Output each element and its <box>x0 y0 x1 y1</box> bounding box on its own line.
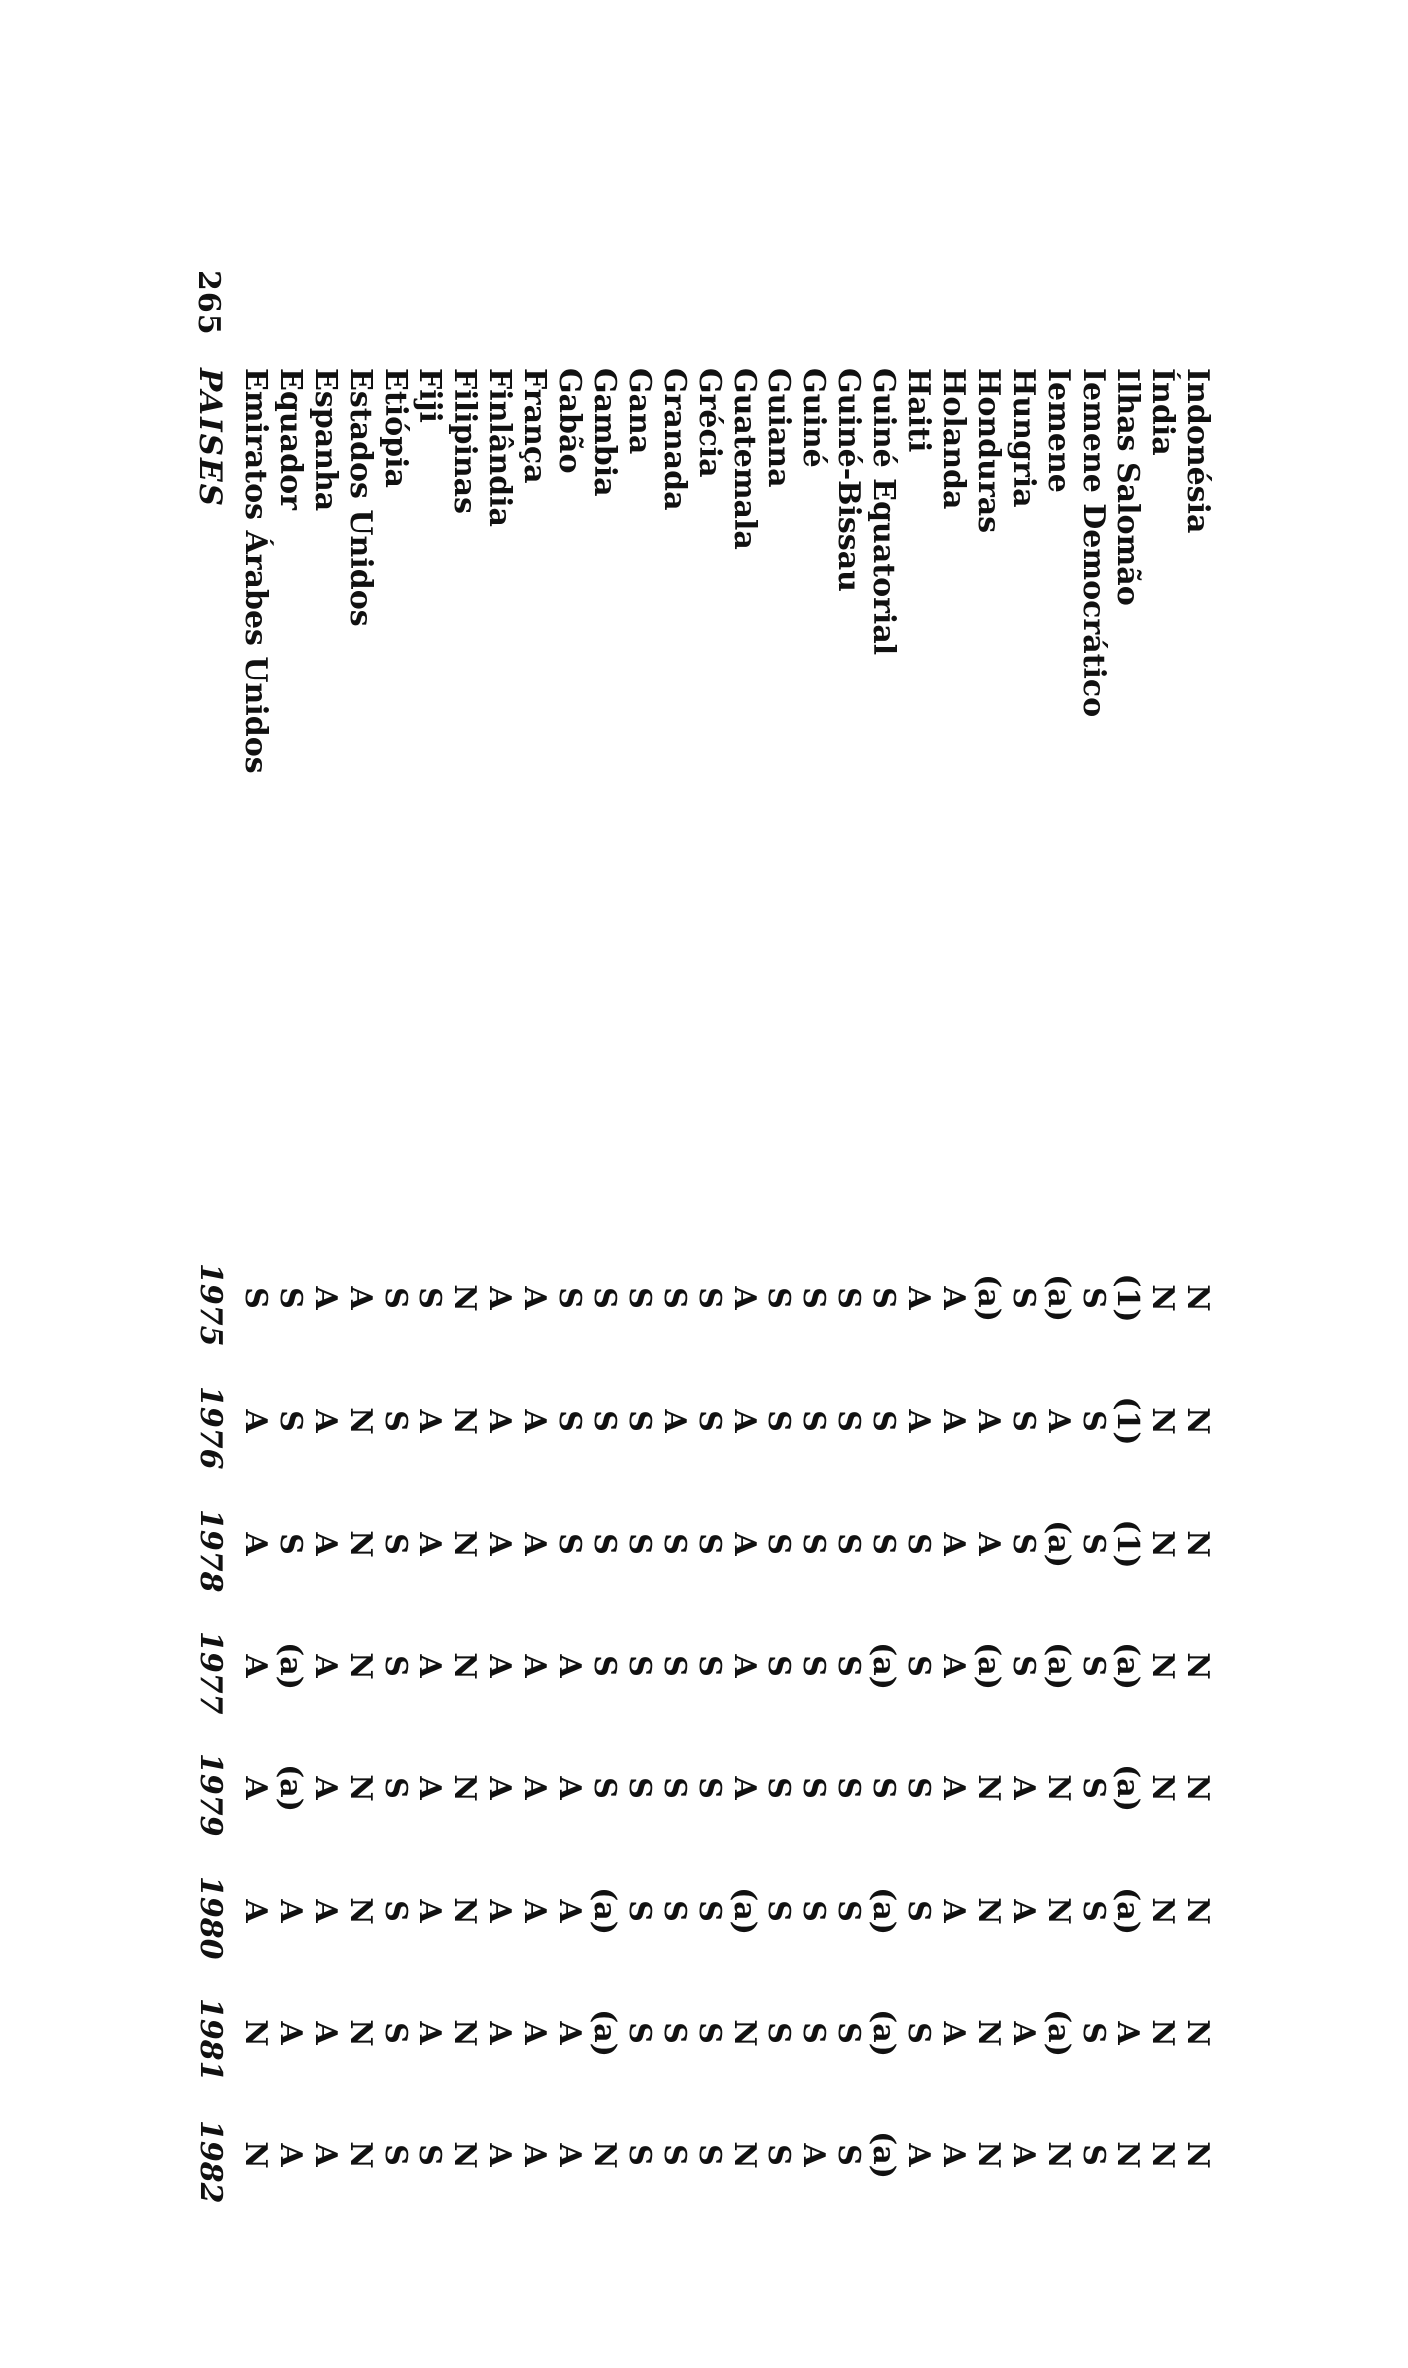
country-name: Haiti <box>901 368 937 453</box>
vote-cell: S <box>866 1410 902 1432</box>
country-name: Ilhas Salomão <box>1110 368 1146 606</box>
vote-cell: S <box>691 1777 727 1799</box>
vote-cell: A <box>272 1899 308 1923</box>
vote-cell: N <box>1180 1530 1216 1558</box>
country-name: Guiné Equatorial <box>866 368 902 656</box>
vote-cell: S <box>831 2144 867 2166</box>
table-row <box>1145 358 1179 2198</box>
vote-cell: (a) <box>1110 1764 1146 1812</box>
vote-cell: A <box>1005 1899 1041 1923</box>
vote-cell: A <box>482 1654 518 1678</box>
vote-cell: A <box>238 1532 273 1556</box>
vote-cell: A <box>307 1899 343 1923</box>
vote-cell: N <box>726 2141 762 2169</box>
vote-cell: S <box>1005 1533 1041 1555</box>
vote-cell: S <box>377 1777 413 1799</box>
vote-cell: A <box>1110 2021 1146 2045</box>
vote-cell: S <box>587 1410 622 1432</box>
vote-cell: A <box>517 1532 553 1556</box>
vote-cell: (a) <box>1040 1274 1076 1322</box>
vote-cell: S <box>796 1287 832 1309</box>
country-name: Emiratos Árabes Unidos <box>238 368 273 774</box>
table-row <box>1041 358 1075 2198</box>
vote-cell: A <box>517 2021 553 2045</box>
vote-cell: A <box>552 1899 588 1923</box>
vote-cell: A <box>936 2021 971 2045</box>
country-name: França <box>517 368 553 484</box>
vote-cell: (1) <box>1110 1273 1146 1323</box>
vote-cell: S <box>552 1410 588 1432</box>
vote-cell: N <box>1180 1284 1216 1312</box>
country-name: Gabão <box>552 368 588 474</box>
vote-cell: N <box>1110 2141 1146 2169</box>
vote-cell: N <box>342 1774 378 1802</box>
vote-cell: N <box>1145 1652 1181 1680</box>
header-year: 1979 <box>193 1753 228 1837</box>
vote-cell: S <box>412 2144 448 2166</box>
vote-cell: S <box>377 1410 413 1432</box>
vote-cell: S <box>238 1287 273 1309</box>
vote-cell: N <box>970 1897 1006 1925</box>
table-header <box>178 358 228 2204</box>
vote-cell: N <box>447 1407 483 1435</box>
vote-cell: S <box>1075 1777 1111 1799</box>
table-row <box>587 358 621 2198</box>
table-row <box>796 358 830 2198</box>
vote-cell: S <box>377 1655 413 1677</box>
vote-cell: N <box>970 1774 1006 1802</box>
vote-cell: S <box>377 2144 413 2166</box>
vote-cell: S <box>1075 1655 1111 1677</box>
vote-cell: S <box>621 1777 657 1799</box>
vote-cell: S <box>621 1655 657 1677</box>
vote-cell: N <box>447 1284 483 1312</box>
vote-cell: A <box>238 1409 273 1433</box>
vote-cell: S <box>272 1287 308 1309</box>
country-name: Grécia <box>691 368 727 478</box>
vote-cell: (a) <box>1040 1642 1076 1690</box>
country-name: Guiné <box>796 368 832 468</box>
vote-cell: S <box>1075 1900 1111 1922</box>
vote-cell: N <box>447 2141 483 2169</box>
vote-cell: A <box>307 1532 343 1556</box>
table-row <box>1006 358 1040 2198</box>
vote-cell: A <box>936 1286 971 1310</box>
vote-cell: S <box>796 1410 832 1432</box>
vote-cell: A <box>970 1409 1006 1433</box>
vote-cell: (a) <box>272 1642 308 1690</box>
header-year: 1978 <box>193 1509 228 1593</box>
vote-cell: N <box>1040 2141 1076 2169</box>
vote-cell: S <box>691 2144 727 2166</box>
vote-cell: A <box>412 1409 448 1433</box>
vote-cell: N <box>342 1530 378 1558</box>
country-name: Equador <box>272 368 308 510</box>
vote-cell: S <box>831 1410 867 1432</box>
vote-cell: A <box>482 1286 518 1310</box>
vote-cell: S <box>621 1533 657 1555</box>
vote-cell: A <box>482 1409 518 1433</box>
country-name: Honduras <box>970 368 1006 534</box>
vote-cell: A <box>238 1899 273 1923</box>
header-paises: PAISES <box>192 368 228 509</box>
vote-cell: S <box>796 1533 832 1555</box>
vote-cell: S <box>552 1287 588 1309</box>
vote-cell: S <box>621 2144 657 2166</box>
vote-cell: A <box>1005 1776 1041 1800</box>
table-row <box>552 358 586 2198</box>
vote-cell: S <box>621 2022 657 2044</box>
vote-cell: S <box>691 1287 727 1309</box>
vote-cell: (a) <box>726 1887 762 1935</box>
vote-cell: N <box>342 2141 378 2169</box>
vote-cell: A <box>726 1409 762 1433</box>
vote-cell: S <box>412 1287 448 1309</box>
vote-cell: S <box>587 1287 622 1309</box>
vote-cell: N <box>1180 1652 1216 1680</box>
vote-cell: S <box>761 1655 797 1677</box>
vote-cell: S <box>691 1655 727 1677</box>
vote-cell: S <box>901 1900 937 1922</box>
vote-cell: A <box>726 1654 762 1678</box>
country-name: Guiné-Bissau <box>831 368 867 592</box>
vote-cell: S <box>272 1533 308 1555</box>
vote-cell: S <box>272 1410 308 1432</box>
vote-cell: S <box>656 1655 692 1677</box>
vote-cell: N <box>1180 2141 1216 2169</box>
vote-cell: A <box>936 1532 971 1556</box>
table-row <box>692 358 726 2198</box>
table-row <box>971 358 1005 2198</box>
vote-cell: A <box>482 1776 518 1800</box>
vote-cell: S <box>691 1900 727 1922</box>
country-name: Finlândia <box>482 368 518 527</box>
vote-cell: A <box>307 1409 343 1433</box>
vote-cell: S <box>761 1533 797 1555</box>
table-row <box>238 358 272 2198</box>
country-name: Iemene <box>1040 368 1076 493</box>
vote-cell: S <box>1005 1287 1041 1309</box>
header-year: 1980 <box>193 1876 228 1960</box>
vote-cell: N <box>1180 1407 1216 1435</box>
vote-cell: S <box>866 1777 902 1799</box>
header-year: 1982 <box>193 2120 228 2204</box>
vote-cell: A <box>412 1654 448 1678</box>
country-name: Filipinas <box>447 368 483 515</box>
vote-cell: A <box>552 2143 588 2167</box>
header-year: 1981 <box>193 1998 228 2082</box>
vote-cell: N <box>342 1652 378 1680</box>
table-row <box>517 358 551 2198</box>
table-row <box>657 358 691 2198</box>
vote-cell: A <box>517 1286 553 1310</box>
vote-cell: S <box>901 2022 937 2044</box>
vote-cell: A <box>552 1776 588 1800</box>
vote-cell: A <box>307 2021 343 2045</box>
vote-cell: S <box>866 1287 902 1309</box>
vote-cell: A <box>517 1776 553 1800</box>
vote-cell: A <box>936 1409 971 1433</box>
vote-cell: S <box>901 1533 937 1555</box>
vote-cell: S <box>796 1777 832 1799</box>
vote-cell: A <box>517 1409 553 1433</box>
vote-cell: A <box>412 1899 448 1923</box>
vote-cell: (a) <box>866 2131 902 2179</box>
vote-cell: A <box>307 1776 343 1800</box>
vote-cell: S <box>1075 2022 1111 2044</box>
vote-cell: S <box>621 1900 657 1922</box>
vote-cell: N <box>587 2141 622 2169</box>
vote-cell: S <box>761 2144 797 2166</box>
vote-cell: S <box>656 1900 692 1922</box>
country-name: Fiji <box>412 368 448 423</box>
vote-cell: S <box>831 1287 867 1309</box>
vote-cell: A <box>936 1899 971 1923</box>
country-name: Gambia <box>587 368 622 497</box>
vote-cell: A <box>936 1654 971 1678</box>
vote-cell: A <box>726 1286 762 1310</box>
header-year: 1975 <box>193 1263 228 1347</box>
vote-cell: (a) <box>1040 1520 1076 1568</box>
vote-cell: (a) <box>1040 2009 1076 2057</box>
vote-cell: A <box>552 2021 588 2045</box>
vote-cell: A <box>482 2021 518 2045</box>
vote-cell: A <box>307 1654 343 1678</box>
vote-cell: S <box>761 1900 797 1922</box>
vote-cell: N <box>1145 1407 1181 1435</box>
vote-cell: S <box>831 1533 867 1555</box>
vote-cell: S <box>831 1777 867 1799</box>
table-row <box>413 358 447 2198</box>
vote-cell: S <box>796 1900 832 1922</box>
vote-cell: A <box>342 1286 378 1310</box>
vote-cell: N <box>447 1530 483 1558</box>
vote-cell: N <box>1145 1897 1181 1925</box>
vote-cell: A <box>726 1776 762 1800</box>
table-row <box>866 358 900 2198</box>
country-name: Iemene Democrático <box>1075 368 1111 718</box>
vote-cell: N <box>342 1407 378 1435</box>
vote-cell: A <box>272 2021 308 2045</box>
vote-cell: A <box>412 1532 448 1556</box>
vote-cell: A <box>412 2021 448 2045</box>
vote-cell: A <box>970 1532 1006 1556</box>
vote-cell: N <box>342 2019 378 2047</box>
vote-cell: S <box>1075 1410 1111 1432</box>
vote-cell: A <box>482 1899 518 1923</box>
vote-cell: A <box>656 1409 692 1433</box>
vote-cell: (a) <box>866 1887 902 1935</box>
vote-cell: S <box>656 2022 692 2044</box>
table-row <box>378 358 412 2198</box>
vote-cell: S <box>761 2022 797 2044</box>
vote-cell: A <box>238 1776 273 1800</box>
vote-cell: A <box>796 2143 832 2167</box>
vote-cell: N <box>726 2019 762 2047</box>
country-name: Guatemala <box>726 368 762 550</box>
vote-cell: S <box>796 1655 832 1677</box>
table-row <box>1180 358 1214 2198</box>
vote-cell: A <box>517 2143 553 2167</box>
vote-cell: S <box>901 1777 937 1799</box>
vote-cell: S <box>587 1533 622 1555</box>
country-name: Granada <box>656 368 692 511</box>
vote-cell: S <box>552 1533 588 1555</box>
vote-cell: A <box>482 2143 518 2167</box>
vote-cell: S <box>656 1777 692 1799</box>
header-year: 1977 <box>193 1631 228 1715</box>
table-row <box>308 358 342 2198</box>
vote-cell: N <box>970 2019 1006 2047</box>
vote-cell: S <box>587 1777 622 1799</box>
vote-cell: A <box>901 2143 937 2167</box>
vote-cell: S <box>691 1410 727 1432</box>
vote-cell: S <box>831 2022 867 2044</box>
vote-cell: S <box>377 1900 413 1922</box>
country-name: Índia <box>1145 368 1181 456</box>
vote-cell: A <box>936 1776 971 1800</box>
table-row <box>831 358 865 2198</box>
country-name: Guiana <box>761 368 797 488</box>
vote-cell: (a) <box>587 2009 622 2057</box>
vote-cell: S <box>691 1533 727 1555</box>
vote-cell: S <box>831 1655 867 1677</box>
vote-cell: A <box>307 2143 343 2167</box>
table-row <box>622 358 656 2198</box>
vote-cell: A <box>1040 1409 1076 1433</box>
vote-cell: N <box>1040 1774 1076 1802</box>
table-row <box>1076 358 1110 2198</box>
vote-cell: A <box>517 1654 553 1678</box>
vote-cell: A <box>726 1532 762 1556</box>
table-row <box>762 358 796 2198</box>
vote-cell: (a) <box>970 1642 1006 1690</box>
vote-cell: A <box>482 1532 518 1556</box>
vote-cell: S <box>1075 1287 1111 1309</box>
vote-cell: S <box>831 1900 867 1922</box>
table-row <box>1111 358 1145 2198</box>
vote-cell: S <box>621 1410 657 1432</box>
vote-cell: S <box>691 2022 727 2044</box>
vote-cell: (a) <box>866 2009 902 2057</box>
votes-table <box>0 358 1408 2204</box>
vote-cell: A <box>901 1286 937 1310</box>
vote-cell: A <box>412 1776 448 1800</box>
country-name: Gana <box>621 368 657 455</box>
vote-cell: S <box>587 1655 622 1677</box>
vote-cell: S <box>1075 1533 1111 1555</box>
table-row <box>482 358 516 2198</box>
vote-cell: S <box>377 2022 413 2044</box>
vote-cell: S <box>901 1655 937 1677</box>
vote-cell: A <box>1005 2021 1041 2045</box>
vote-cell: (1) <box>1110 1396 1146 1446</box>
vote-cell: (1) <box>1110 1519 1146 1569</box>
table-row <box>343 358 377 2198</box>
vote-cell: N <box>1180 1897 1216 1925</box>
table-row <box>727 358 761 2198</box>
vote-cell: A <box>1005 2143 1041 2167</box>
country-name: Indonésia <box>1180 368 1216 534</box>
vote-cell: (a) <box>1110 1887 1146 1935</box>
table-row <box>901 358 935 2198</box>
page-number: 265 <box>191 270 226 336</box>
vote-cell: S <box>1005 1655 1041 1677</box>
vote-cell: A <box>272 2143 308 2167</box>
vote-cell: N <box>970 2141 1006 2169</box>
vote-cell: S <box>656 2144 692 2166</box>
vote-cell: S <box>761 1287 797 1309</box>
vote-cell: A <box>552 1654 588 1678</box>
country-name: Holanda <box>936 368 971 510</box>
vote-cell: N <box>1145 1774 1181 1802</box>
vote-cell: (a) <box>970 1274 1006 1322</box>
vote-cell: N <box>447 1774 483 1802</box>
vote-cell: S <box>761 1777 797 1799</box>
vote-cell: A <box>517 1899 553 1923</box>
vote-cell: S <box>656 1287 692 1309</box>
vote-cell: N <box>1145 2141 1181 2169</box>
vote-cell: S <box>796 2022 832 2044</box>
vote-cell: N <box>342 1897 378 1925</box>
vote-cell: S <box>621 1287 657 1309</box>
vote-cell: N <box>447 1897 483 1925</box>
country-name: Espanha <box>307 368 343 512</box>
country-name: Etiópia <box>377 368 413 488</box>
vote-cell: A <box>901 1409 937 1433</box>
vote-cell: (a) <box>272 1764 308 1812</box>
vote-cell: S <box>377 1533 413 1555</box>
vote-cell: A <box>307 1286 343 1310</box>
vote-cell: S <box>656 1533 692 1555</box>
vote-cell: N <box>1040 1897 1076 1925</box>
vote-cell: N <box>447 2019 483 2047</box>
vote-cell: S <box>866 1533 902 1555</box>
table-row <box>936 358 970 2198</box>
vote-cell: S <box>377 1287 413 1309</box>
country-name: Hungria <box>1005 368 1041 508</box>
vote-cell: (a) <box>587 1887 622 1935</box>
vote-cell: N <box>1180 2019 1216 2047</box>
vote-cell: N <box>238 2019 273 2047</box>
header-year: 1976 <box>193 1386 228 1470</box>
vote-cell: N <box>1145 1284 1181 1312</box>
vote-cell: N <box>447 1652 483 1680</box>
country-name: Estados Unidos <box>342 368 378 627</box>
vote-cell: N <box>238 2141 273 2169</box>
vote-cell: S <box>1005 1410 1041 1432</box>
vote-cell: N <box>1145 2019 1181 2047</box>
vote-cell: S <box>1075 2144 1111 2166</box>
vote-cell: (a) <box>866 1642 902 1690</box>
vote-cell: (a) <box>1110 1642 1146 1690</box>
vote-cell: S <box>761 1410 797 1432</box>
vote-cell: A <box>936 2143 971 2167</box>
table-row <box>447 358 481 2198</box>
vote-cell: A <box>238 1654 273 1678</box>
table-row <box>273 358 307 2198</box>
vote-cell: N <box>1145 1530 1181 1558</box>
vote-cell: N <box>1180 1774 1216 1802</box>
